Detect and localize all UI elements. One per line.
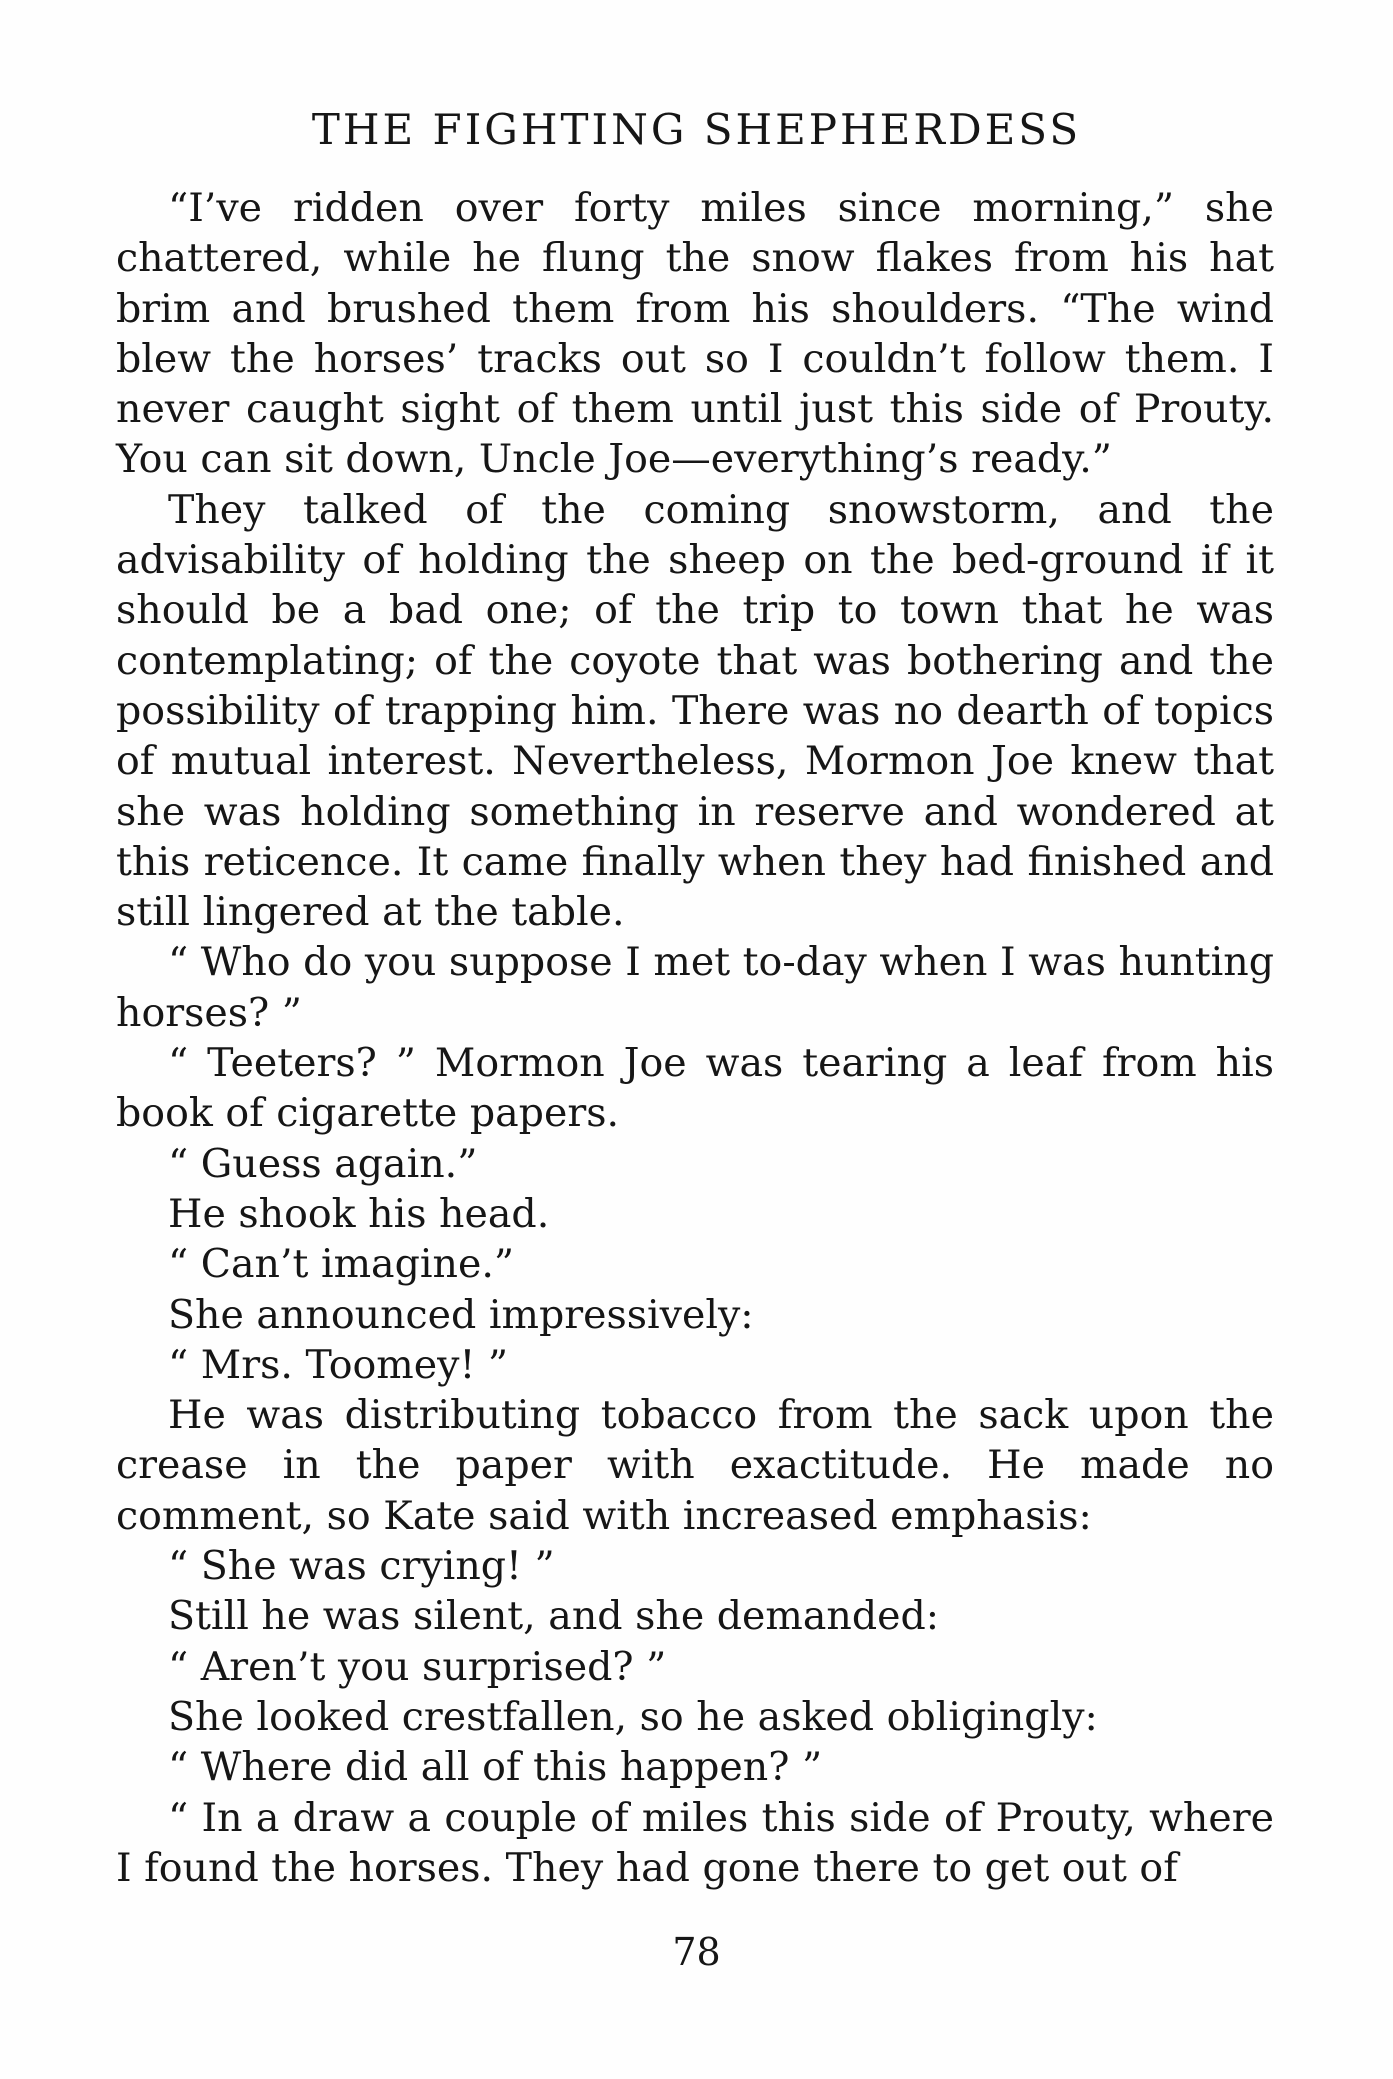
paragraph: She looked crestfallen, so he asked obligingly: — [168, 1693, 1098, 1740]
paragraph: “ In a draw a couple of miles this side of Prouty, where I found the horses. They had gone there to get out of — [116, 1794, 1274, 1891]
paragraph: She announced impressively: — [168, 1291, 754, 1338]
paragraph: “ Guess again.” — [168, 1140, 478, 1187]
paragraph: Still he was silent, and she demanded: — [168, 1593, 940, 1640]
paragraph: “ She was crying! ” — [168, 1543, 555, 1590]
paragraph: “ Aren’t you surprised? ” — [168, 1643, 667, 1690]
body-text — [116, 183, 1274, 1893]
page-number: 78 — [672, 1930, 721, 1974]
paragraph: “I’ve ridden over forty miles since morning,” she chattered, while he flung the snow flakes from his hat brim and brushed them from his shoulders. “The wind blew the horses’ tracks out so I couldn’t follow them. I never caught sight of them until just this side of Prouty. You can sit down, Uncle Joe—everything’s ready.” — [116, 185, 1274, 483]
paragraph: They talked of the coming snowstorm, and the advisability of holding the sheep on the bed-ground if it should be a bad one; of the trip to town that he was contemplating; of the coyote that was bothering and the possibility of trapping him. There was no dearth of topics of mutual interest. Nevertheless, Mormon Joe knew that she was holding something in reserve and wondered at this reticence. It came finally when they had finished and still lingered at the table. — [116, 486, 1274, 936]
paragraph: “ Teeters? ” Mormon Joe was tearing a leaf from his book of cigarette papers. — [116, 1040, 1274, 1137]
paragraph: He was distributing tobacco from the sack upon the crease in the paper with exactitude. He made no comment, so Kate said with increased emphasis: — [116, 1392, 1274, 1539]
paragraph: “ Where did all of this happen? ” — [168, 1744, 823, 1791]
running-head: THE FIGHTING SHEPHERDESS — [311, 105, 1082, 154]
paragraph: “ Who do you suppose I met to-day when I was hunting horses? ” — [116, 939, 1274, 1036]
paragraph: “ Mrs. Toomey! ” — [168, 1341, 509, 1388]
paragraph: “ Can’t imagine.” — [168, 1241, 515, 1288]
paragraph: He shook his head. — [168, 1190, 550, 1237]
